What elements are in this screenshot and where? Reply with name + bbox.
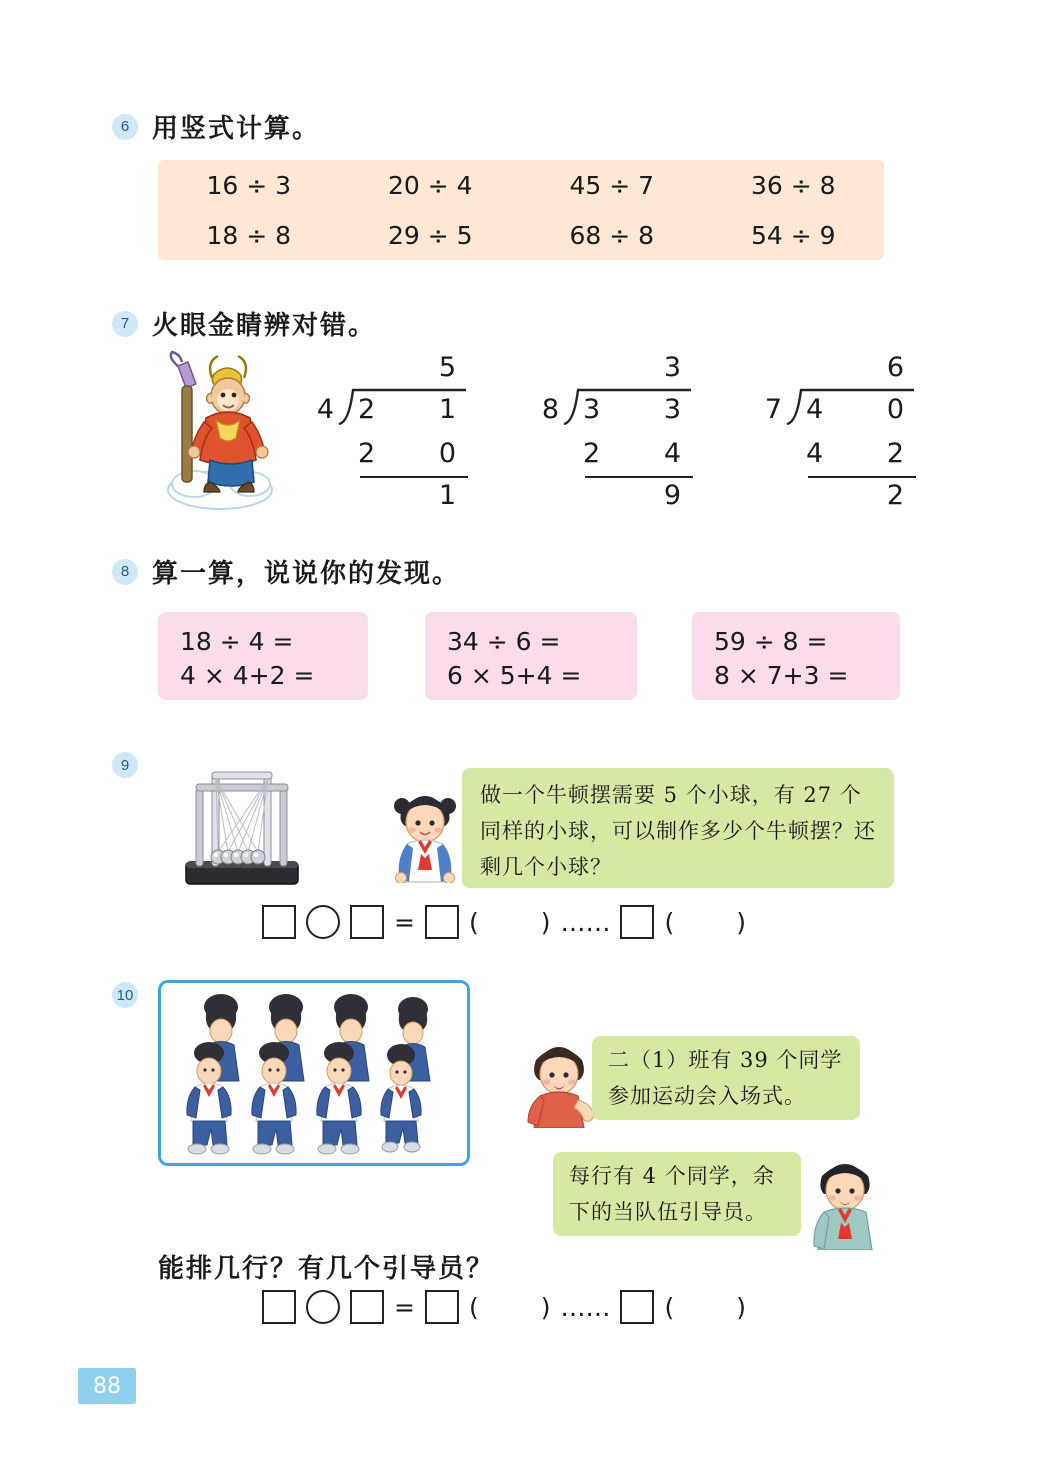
task-8-box-2: [425, 612, 637, 700]
dividend-tens: 2: [358, 394, 376, 425]
task-7-title: 火眼金睛辨对错。: [152, 311, 377, 341]
answer-box-remainder[interactable]: [620, 905, 654, 939]
subtrahend-tens: 4: [806, 438, 824, 469]
marching-students-illustration: [158, 980, 470, 1166]
expression-line: 59 ÷ 8 =: [714, 627, 828, 656]
expression-item: 29 ÷ 5: [387, 220, 473, 250]
task-6-header: [112, 108, 320, 145]
boy-character-illustration: [800, 1150, 890, 1250]
task-8-title: 算一算，说说你的发现。: [152, 559, 461, 589]
monkey-king-illustration: [158, 348, 288, 513]
task-10-speech-bubble-a: 二（1）班有 39 个同学参加运动会入场式。: [592, 1036, 860, 1120]
task-8-header: [112, 553, 460, 590]
girl-character-illustration: [385, 778, 465, 883]
dividend: [806, 394, 916, 425]
dividend: [583, 394, 693, 425]
divisor: 4: [316, 394, 334, 425]
expression-line: 18 ÷ 4 =: [180, 627, 294, 656]
expression-item: 36 ÷ 8: [750, 170, 836, 200]
task-9-number: 9: [112, 752, 138, 778]
remainder: 9: [663, 480, 681, 511]
paren-close: ): [736, 1292, 747, 1322]
paren-close: ): [736, 907, 747, 937]
expression-item: 54 ÷ 9: [750, 220, 836, 250]
page-number: 88: [78, 1368, 136, 1404]
task-8-box-3: [692, 612, 900, 700]
subtrahend-tens: 2: [583, 438, 601, 469]
answer-box-dividend[interactable]: [262, 1290, 296, 1324]
task-6-expression-grid: [158, 160, 884, 260]
task-6-title: 用竖式计算。: [152, 114, 321, 144]
divisor: 8: [541, 394, 559, 425]
dividend: [358, 394, 468, 425]
subtrahend-ones: 4: [663, 438, 681, 469]
task-10-answer-row: [262, 1290, 746, 1324]
task-9-speech-bubble: 做一个牛顿摆需要 5 个小球，有 27 个同样的小球，可以制作多少个牛顿摆？还剩几个小球？: [462, 768, 894, 888]
remainder: 1: [438, 480, 456, 511]
dots: ……: [560, 1292, 611, 1322]
task-10-question: 能排几行？有几个引导员？: [158, 1254, 495, 1284]
expression-item: 18 ÷ 8: [206, 220, 292, 250]
division-rule-line: [808, 476, 916, 478]
quotient: 3: [663, 352, 681, 383]
paren-open: (: [664, 1292, 675, 1322]
task-8-number: 8: [112, 559, 138, 585]
quotient: 6: [886, 352, 904, 383]
expression-item: 20 ÷ 4: [387, 170, 473, 200]
task-6-number: 6: [112, 114, 138, 140]
expression-item: 68 ÷ 8: [569, 220, 655, 250]
paren-close: ): [540, 907, 551, 937]
task-7-number: 7: [112, 311, 138, 337]
task-6-expression-panel: [158, 160, 884, 260]
answer-box-divisor[interactable]: [350, 905, 384, 939]
dividend-ones: 1: [438, 394, 456, 425]
task-9-answer-row: [262, 905, 746, 939]
dividend-ones: 3: [663, 394, 681, 425]
quotient: 5: [438, 352, 456, 383]
division-rule-line: [585, 476, 693, 478]
expression-line: 6 × 5+4 =: [447, 661, 582, 690]
division-problem-3: [748, 352, 923, 517]
dividend-tens: 4: [806, 394, 824, 425]
divisor: 7: [764, 394, 782, 425]
dividend-ones: 0: [886, 394, 904, 425]
division-rule-line: [360, 476, 468, 478]
answer-box-divisor[interactable]: [350, 1290, 384, 1324]
division-problem-1: [300, 352, 475, 517]
girl-teacher-illustration: [516, 1032, 602, 1128]
subtrahend: [806, 438, 916, 469]
paren-open: (: [664, 907, 675, 937]
answer-operator-circle[interactable]: [306, 905, 340, 939]
dividend-tens: 3: [583, 394, 601, 425]
subtrahend-ones: 0: [438, 438, 456, 469]
task-10-number: 10: [112, 982, 138, 1008]
subtrahend: [583, 438, 693, 469]
subtrahend: [358, 438, 468, 469]
answer-operator-circle[interactable]: [306, 1290, 340, 1324]
paren-open: (: [468, 907, 479, 937]
equals-sign: =: [394, 907, 415, 937]
dots: ……: [560, 907, 611, 937]
answer-box-quotient[interactable]: [425, 1290, 459, 1324]
task-8-box-1: [158, 612, 368, 700]
answer-box-dividend[interactable]: [262, 905, 296, 939]
expression-line: 4 × 4+2 =: [180, 661, 315, 690]
subtrahend-tens: 2: [358, 438, 376, 469]
subtrahend-ones: 2: [886, 438, 904, 469]
task-10-speech-bubble-b: 每行有 4 个同学，余下的当队伍引导员。: [553, 1152, 801, 1236]
task-7-header: [112, 305, 376, 342]
equals-sign: =: [394, 1292, 415, 1322]
paren-close: ): [540, 1292, 551, 1322]
newtons-cradle-illustration: [172, 758, 317, 893]
answer-box-quotient[interactable]: [425, 905, 459, 939]
paren-open: (: [468, 1292, 479, 1322]
division-problem-2: [525, 352, 700, 517]
answer-box-remainder[interactable]: [620, 1290, 654, 1324]
expression-line: 34 ÷ 6 =: [447, 627, 561, 656]
expression-item: 45 ÷ 7: [569, 170, 655, 200]
remainder: 2: [886, 480, 904, 511]
expression-item: 16 ÷ 3: [206, 170, 292, 200]
expression-line: 8 × 7+3 =: [714, 661, 849, 690]
